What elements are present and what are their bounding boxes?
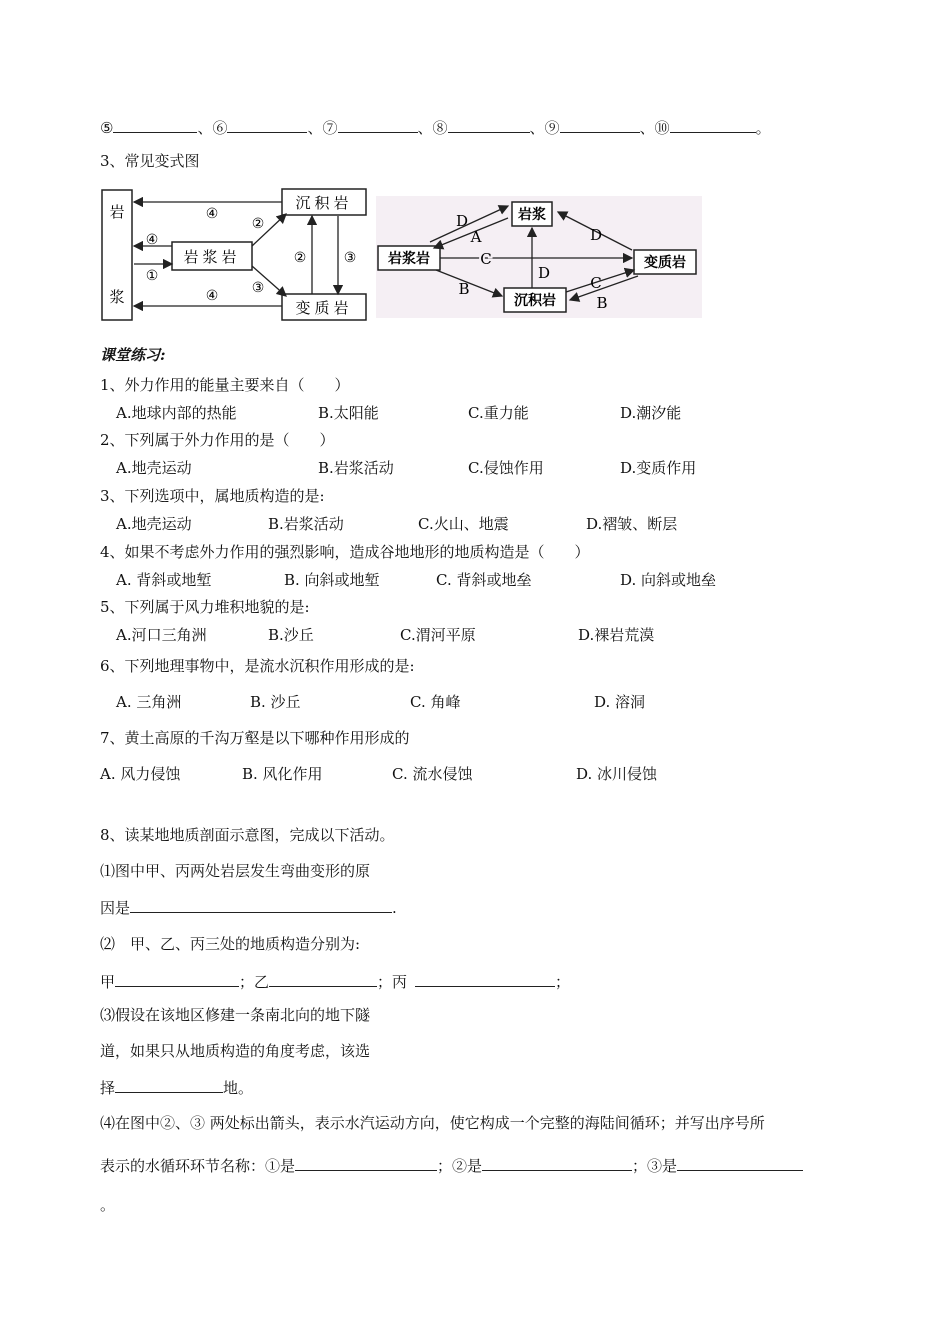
separator: 、: [307, 119, 323, 137]
label-4-mid: ④: [145, 232, 159, 248]
question-5: 5、下列属于风力堆积地貌的是:: [100, 598, 310, 616]
period: .: [392, 899, 397, 917]
answer-blank[interactable]: [677, 1154, 803, 1171]
option-2a[interactable]: A.地壳运动: [116, 459, 192, 477]
question-1: 1、外力作用的能量主要来自（ ）: [100, 376, 350, 394]
question-8-part1b: [100, 896, 397, 918]
label-d-left: D: [455, 212, 469, 230]
prompt-text: ；③是: [632, 1157, 678, 1175]
answer-blank[interactable]: [115, 1076, 223, 1093]
option-4b[interactable]: B. 向斜或地堑: [284, 571, 380, 589]
option-6a[interactable]: A. 三角洲: [116, 693, 182, 711]
label-c-mid: C: [480, 250, 492, 268]
answer-blank[interactable]: [560, 116, 640, 133]
answer-blank[interactable]: [482, 1154, 632, 1171]
option-4c[interactable]: C. 背斜或地垒: [436, 571, 532, 589]
question-7: 7、黄土高原的千沟万壑是以下哪种作用形成的: [100, 729, 410, 747]
option-6b[interactable]: B. 沙丘: [250, 693, 301, 711]
prompt-text: 表示的水循环环节名称：①是: [100, 1157, 296, 1175]
option-7a[interactable]: A. 风力侵蚀: [100, 765, 181, 783]
label-2-vert: ②: [293, 250, 307, 266]
option-3d[interactable]: D.褶皱、断层: [586, 515, 678, 533]
label-b-right: B: [596, 294, 608, 312]
answer-blank[interactable]: [115, 970, 239, 987]
option-1c[interactable]: C.重力能: [468, 404, 529, 422]
answer-blank[interactable]: [269, 970, 377, 987]
blank-label: ⑩: [654, 119, 670, 137]
label-d-mid: D: [537, 264, 551, 282]
practice-title: 课堂练习:: [100, 346, 166, 364]
option-2c[interactable]: C.侵蚀作用: [468, 459, 544, 477]
option-2d[interactable]: D.变质作用: [620, 459, 697, 477]
option-1d[interactable]: D.潮汐能: [620, 404, 682, 422]
label-1: ①: [145, 268, 159, 284]
prompt-text: ；②是: [437, 1157, 483, 1175]
prompt-text: ；乙: [239, 973, 270, 991]
answer-blank[interactable]: [338, 116, 418, 133]
label-3-vert: ③: [343, 250, 357, 266]
fill-in-row: [100, 116, 771, 138]
option-6d[interactable]: D. 溶洞: [594, 693, 646, 711]
option-3c[interactable]: C.火山、地震: [418, 515, 509, 533]
prompt-text: 甲: [100, 973, 116, 991]
prompt-text: ；丙: [377, 973, 408, 991]
label-4-top: ④: [205, 206, 219, 222]
option-3a[interactable]: A.地壳运动: [116, 515, 192, 533]
sedimentary-label: 沉积岩: [295, 194, 353, 212]
question-8-part4b: [100, 1154, 803, 1176]
answer-blank[interactable]: [670, 116, 756, 133]
separator: 、: [529, 119, 545, 137]
option-1a[interactable]: A.地球内部的热能: [116, 404, 237, 422]
option-4d[interactable]: D. 向斜或地垒: [620, 571, 717, 589]
option-3b[interactable]: B.岩浆活动: [268, 515, 344, 533]
answer-blank[interactable]: [415, 970, 555, 987]
answer-blank[interactable]: [448, 116, 530, 133]
question-2: 2、下列属于外力作用的是（ ）: [100, 431, 335, 449]
question-8-part1a: ⑴图中甲、丙两处岩层发生弯曲变形的原: [100, 862, 371, 880]
label-d-right: D: [589, 226, 603, 244]
prompt-text: 地。: [223, 1079, 254, 1097]
question-8-end: 。: [100, 1196, 116, 1214]
option-5b[interactable]: B.沙丘: [268, 626, 314, 644]
answer-blank[interactable]: [130, 896, 392, 913]
blank-label: ⑥: [212, 119, 228, 137]
question-8-part3a: ⑶假设在该地区修建一条南北向的地下隧: [100, 1006, 371, 1024]
label-3-diag: ③: [251, 280, 265, 296]
option-6c[interactable]: C. 角峰: [410, 693, 461, 711]
separator: 、: [639, 119, 655, 137]
option-5d[interactable]: D.裸岩荒漠: [578, 626, 655, 644]
magma-label-top: 岩: [109, 203, 125, 221]
magma-label-bottom: 浆: [109, 288, 125, 306]
option-5a[interactable]: A.河口三角洲: [116, 626, 207, 644]
label-a: A: [470, 228, 482, 246]
option-1b[interactable]: B.太阳能: [318, 404, 379, 422]
answer-blank[interactable]: [227, 116, 307, 133]
question-8-part3b: 道，如果只从地质构造的角度考虑，该选: [100, 1042, 371, 1060]
blank-label: ⑧: [432, 119, 448, 137]
question-3: 3、下列选项中，属地质构造的是:: [100, 487, 325, 505]
sedimentary-label: 沉积岩: [514, 293, 556, 309]
igneous-label: 岩浆岩: [183, 248, 241, 266]
separator: 、: [417, 119, 433, 137]
blank-label: ⑨: [544, 119, 560, 137]
option-7d[interactable]: D. 冰川侵蚀: [576, 765, 658, 783]
blank-label: ⑦: [322, 119, 338, 137]
label-4-bottom: ④: [205, 288, 219, 304]
prompt-text: 择: [100, 1079, 116, 1097]
question-8-part4a: ⑷在图中②、③ 两处标出箭头，表示水汽运动方向，使它构成一个完整的海陆间循环；并写出序号所: [100, 1114, 765, 1132]
question-8-part2: ⑵ 甲、乙、丙三处的地质构造分别为:: [100, 935, 361, 953]
answer-blank[interactable]: [113, 116, 197, 133]
question-8-part2-blanks: [100, 970, 570, 992]
option-5c[interactable]: C.渭河平原: [400, 626, 476, 644]
prompt-text: ；: [555, 973, 571, 991]
rock-cycle-diagram-2: [376, 196, 702, 318]
option-4a[interactable]: A. 背斜或地堑: [116, 571, 212, 589]
label-b-left: B: [458, 280, 470, 298]
question-4: 4、如果不考虑外力作用的强烈影响，造成谷地地形的地质构造是（ ）: [100, 543, 590, 561]
label-c-right: C: [590, 274, 602, 292]
prompt-text: 因是: [100, 899, 131, 917]
answer-blank[interactable]: [295, 1154, 437, 1171]
option-7b[interactable]: B. 风化作用: [242, 765, 323, 783]
option-7c[interactable]: C. 流水侵蚀: [392, 765, 473, 783]
metamorphic-label: 变质岩: [644, 255, 686, 271]
blank-label: ⑤: [100, 119, 114, 137]
question-6: 6、下列地理事物中，是流水沉积作用形成的是:: [100, 657, 415, 675]
question-8-part3c: [100, 1076, 253, 1098]
question-8-title: 8、读某地地质剖面示意图，完成以下活动。: [100, 826, 395, 844]
label-2-diag: ②: [251, 216, 265, 232]
option-2b[interactable]: B.岩浆活动: [318, 459, 394, 477]
period: 。: [755, 119, 771, 137]
separator: 、: [197, 119, 213, 137]
section-3-title: 3、常见变式图: [100, 152, 200, 170]
magma-label: 岩浆: [518, 207, 546, 223]
rock-cycle-diagram-1: [100, 184, 372, 326]
igneous-label: 岩浆岩: [388, 251, 430, 267]
metamorphic-label: 变质岩: [295, 299, 353, 317]
